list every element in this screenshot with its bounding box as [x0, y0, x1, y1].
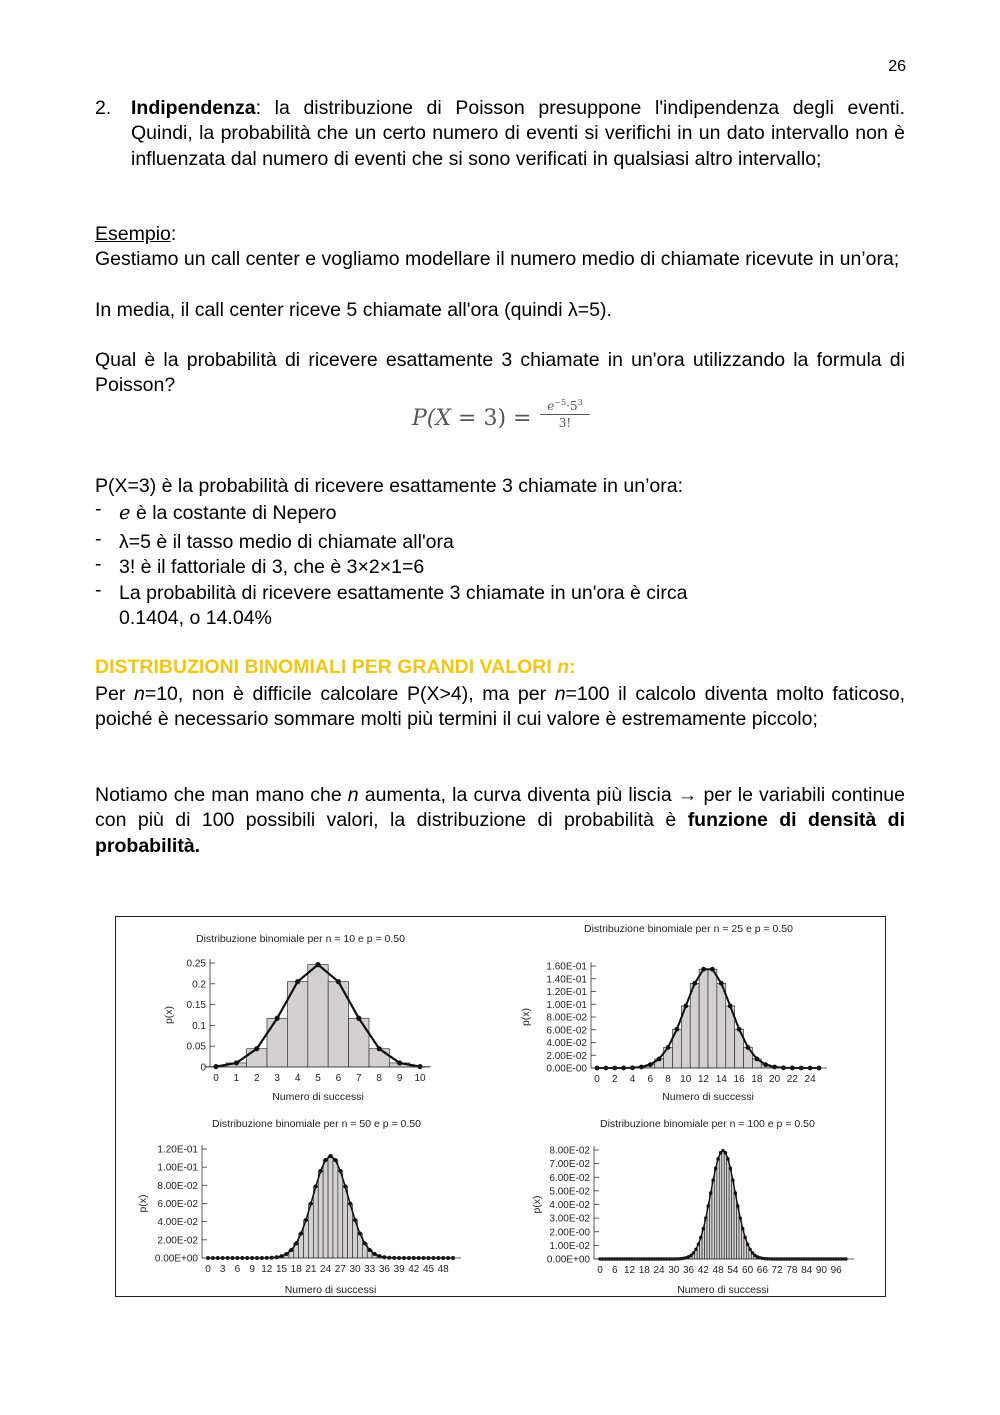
data-point	[694, 1248, 697, 1251]
x-axis-label: Numero di successi	[272, 1091, 364, 1103]
chart-title: Distribuzione binomiale per n = 50 e p = 0.50	[212, 1118, 421, 1130]
data-point	[648, 1062, 653, 1067]
bar	[708, 969, 717, 1068]
data-point	[683, 1003, 688, 1008]
data-point	[701, 967, 706, 972]
x-tick-label: 20	[769, 1074, 781, 1085]
data-point	[666, 1045, 671, 1050]
x-tick-label: 42	[408, 1264, 420, 1275]
x-tick-label: 48	[712, 1265, 724, 1276]
x-tick-label: 4	[629, 1074, 636, 1085]
chart-title: Distribuzione binomiale per n = 25 e p = 0.50	[584, 923, 793, 935]
y-tick-label: 1.60E-01	[546, 961, 587, 973]
data-point	[336, 979, 341, 984]
y-tick-label: 1.00E-02	[549, 1240, 590, 1252]
formula-e: e	[547, 399, 555, 413]
data-point	[397, 1060, 402, 1065]
y-tick-label: 2.00E-02	[546, 1050, 587, 1062]
heading-n: n	[557, 656, 570, 678]
x-tick-label: 12	[697, 1074, 710, 1085]
x-tick-label: 18	[290, 1264, 302, 1275]
x-tick-label: 12	[623, 1265, 636, 1276]
section-paragraph-1	[95, 682, 905, 733]
x-tick-label: 30	[349, 1264, 361, 1275]
data-point	[743, 1236, 746, 1239]
p1-c: =100 il calcolo diventa molto faticoso, poiché è necessario sommare molti più termini il cui valore è estremamente piccolo;	[95, 683, 906, 731]
bar	[707, 1206, 709, 1259]
example-label: Esempio	[95, 223, 171, 245]
list-number: 2.	[95, 97, 112, 119]
x-tick-label: 6	[611, 1265, 618, 1276]
example-label-line	[95, 222, 905, 247]
y-tick-label: 1.00E-01	[546, 999, 587, 1011]
data-point	[741, 1227, 744, 1230]
data-point	[710, 967, 715, 972]
data-point	[417, 1064, 422, 1069]
data-point	[289, 1248, 293, 1252]
data-point	[714, 1167, 717, 1170]
x-tick-label: 10	[680, 1074, 692, 1085]
data-point	[689, 1254, 692, 1257]
formula-numerator	[540, 398, 590, 415]
data-point	[319, 1169, 323, 1173]
x-tick-label: 90	[815, 1265, 827, 1276]
data-point	[382, 1255, 386, 1259]
data-point	[333, 1158, 337, 1162]
x-tick-label: 12	[261, 1264, 273, 1275]
data-point	[363, 1241, 367, 1245]
section-paragraph-2	[95, 783, 905, 859]
bar	[699, 969, 708, 1068]
x-tick-label: 0	[205, 1264, 211, 1275]
formula-exp2: 3	[577, 398, 583, 407]
x-tick-label: 7	[356, 1073, 362, 1084]
y-axis-label: p(x)	[531, 1195, 543, 1214]
x-tick-label: 30	[668, 1265, 680, 1276]
y-tick-label: 1.40E-01	[546, 974, 587, 986]
x-tick-label: 4	[294, 1073, 301, 1084]
explanation-intro: P(X=3) è la probabilità di ricevere esattamente 3 chiamate in un’ora:	[95, 475, 684, 497]
x-tick-label: 9	[249, 1264, 255, 1275]
x-tick-label: 2	[254, 1073, 260, 1084]
x-tick-label: 3	[274, 1073, 280, 1084]
x-tick-label: 0	[594, 1074, 600, 1085]
x-tick-label: 18	[751, 1074, 763, 1085]
bar	[737, 1206, 739, 1259]
data-point	[746, 1243, 749, 1246]
data-point	[234, 1060, 239, 1065]
x-tick-label: 24	[320, 1264, 332, 1275]
x-tick-label: 6	[647, 1074, 654, 1085]
data-point	[737, 1027, 742, 1032]
data-point	[657, 1056, 662, 1061]
x-tick-label: 9	[396, 1073, 403, 1084]
bar	[717, 1159, 719, 1259]
x-tick-label: 96	[830, 1265, 842, 1276]
bullet-item-lambda: λ=5 è il tasso medio di chiamate all'ora	[119, 531, 454, 553]
data-point	[338, 1169, 342, 1173]
data-point	[726, 1157, 729, 1160]
y-axis-label: p(x)	[137, 1194, 149, 1213]
bar	[318, 1171, 323, 1258]
nepero-text: è la costante di Nepero	[130, 502, 337, 524]
y-tick-label: 2.00E-00	[549, 1227, 590, 1239]
x-tick-label: 72	[771, 1265, 783, 1276]
data-point	[754, 1056, 759, 1061]
binomial-figure	[115, 916, 886, 1297]
data-point	[724, 1151, 727, 1154]
data-point	[324, 1158, 328, 1162]
x-tick-label: 18	[638, 1265, 650, 1276]
data-point	[254, 1046, 259, 1051]
chart-title: Distribuzione binomiale per n = 10 e p = 0.50	[196, 933, 405, 945]
bar	[727, 1159, 729, 1259]
x-tick-label: 60	[742, 1265, 754, 1276]
y-tick-label: 0.05	[186, 1041, 206, 1053]
bar	[308, 965, 328, 1067]
x-tick-label: 5	[315, 1073, 321, 1084]
y-tick-label: 0.15	[186, 1000, 206, 1012]
bullet-item-probability: La probabilità di ricevere esattamente 3 chiamate in un'ora è circa	[119, 582, 688, 604]
x-tick-label: 16	[733, 1074, 745, 1085]
bar	[734, 1193, 736, 1259]
y-tick-label: 8.00E-02	[157, 1180, 198, 1192]
bar	[690, 983, 699, 1068]
y-axis-label: p(x)	[163, 1005, 175, 1025]
formula-exp: −5	[554, 398, 567, 407]
x-tick-label: 66	[756, 1265, 768, 1276]
p1-b: =10, non è difficile calcolare P(X>4), ma per	[144, 683, 555, 705]
y-tick-label: 0.1	[192, 1020, 206, 1032]
y-tick-label: 1.00E-01	[157, 1162, 198, 1174]
y-tick-label: 0.25	[186, 958, 206, 970]
bar	[247, 1049, 267, 1067]
y-tick-label: 6.00E-02	[546, 1025, 587, 1037]
bullet-item-factorial: 3! è il fattoriale di 3, che è 3×2×1=6	[119, 556, 425, 578]
x-tick-label: 1	[233, 1073, 240, 1084]
x-axis-label: Numero di successi	[662, 1091, 754, 1103]
data-point	[299, 1231, 303, 1235]
data-point	[711, 1178, 714, 1181]
p1-n2: n	[554, 683, 566, 705]
formula-denominator: 3!	[558, 416, 572, 430]
x-tick-label: 6	[335, 1073, 342, 1084]
bar	[722, 1151, 724, 1259]
y-tick-label: 0	[200, 1062, 206, 1074]
data-point	[709, 1191, 712, 1194]
data-point	[356, 1016, 361, 1021]
nepero-symbol: e	[119, 501, 131, 524]
p2-bold: funzione di densità di probabilità.	[95, 809, 905, 857]
data-point	[368, 1248, 372, 1252]
bar	[328, 1156, 333, 1258]
x-tick-label: 36	[682, 1265, 695, 1276]
data-point	[716, 1157, 719, 1160]
data-point	[736, 1204, 739, 1207]
data-point	[284, 1252, 288, 1256]
data-point	[734, 1191, 737, 1194]
x-tick-label: 15	[275, 1264, 288, 1275]
p2-b: aumenta, la curva diventa più liscia → per le variabili continue con più di 100 possibili valori, la distribuzione di probabilità è	[95, 784, 905, 832]
data-point	[739, 1216, 742, 1219]
data-point	[275, 1016, 280, 1021]
x-tick-label: 14	[715, 1074, 727, 1085]
data-point	[353, 1218, 357, 1222]
bullet-item-probability-cont: 0.1404, o 14.04%	[119, 607, 272, 629]
x-tick-label: 0	[597, 1265, 603, 1276]
data-point	[763, 1062, 768, 1067]
data-point	[729, 1167, 732, 1170]
bar	[267, 1018, 287, 1067]
y-tick-label: 0.2	[192, 979, 206, 991]
bar	[719, 1153, 721, 1259]
bar	[714, 1168, 716, 1259]
independence-term: Indipendenza	[131, 97, 256, 119]
y-tick-label: 0.00E-00	[546, 1063, 587, 1075]
poisson-formula	[412, 398, 612, 444]
formula-p: P(X	[412, 406, 452, 431]
data-point	[692, 981, 697, 986]
formula-mid: ·5	[566, 399, 578, 413]
data-point	[728, 1003, 733, 1008]
chart-title: Distribuzione binomiale per n = 100 e p = 0.50	[600, 1118, 815, 1130]
page-number: 26	[888, 58, 906, 75]
data-point	[343, 1184, 347, 1188]
y-tick-label: 5.00E-02	[549, 1186, 590, 1198]
data-point	[373, 1252, 377, 1256]
bar	[349, 1018, 369, 1067]
bar	[712, 1180, 714, 1259]
data-point	[692, 1251, 695, 1254]
data-point	[748, 1248, 751, 1251]
y-tick-label: 2.00E-02	[157, 1235, 198, 1247]
example-colon: :	[170, 223, 177, 245]
y-tick-label: 6.00E-02	[157, 1199, 198, 1210]
bar	[732, 1180, 734, 1259]
x-tick-label: 2	[611, 1074, 618, 1085]
data-point	[280, 1254, 284, 1258]
data-point	[358, 1231, 362, 1235]
x-tick-label: 36	[378, 1264, 390, 1275]
bullet-item-nepero	[119, 500, 337, 526]
y-tick-label: 3.00E-02	[549, 1213, 590, 1225]
x-tick-label: 48	[437, 1264, 449, 1275]
data-point	[378, 1254, 382, 1258]
binomial-charts	[116, 917, 885, 1296]
bar	[323, 1160, 328, 1258]
data-point	[772, 1065, 777, 1070]
data-point	[675, 1027, 680, 1032]
x-tick-label: 21	[305, 1264, 317, 1275]
y-tick-label: 7.00E-02	[549, 1159, 590, 1171]
bullet-dash: -	[95, 498, 102, 520]
bar	[717, 983, 726, 1068]
formula-eq: = 3) =	[451, 406, 532, 431]
bar	[724, 1153, 726, 1259]
y-tick-label: 1.20E-01	[157, 1144, 198, 1156]
data-point	[751, 1251, 754, 1254]
y-tick-label: 8.00E-02	[549, 1145, 590, 1157]
x-tick-label: 27	[334, 1264, 346, 1275]
data-point	[275, 1255, 279, 1259]
data-point	[704, 1216, 707, 1219]
x-tick-label: 3	[219, 1264, 226, 1275]
bar	[333, 1160, 338, 1258]
bar	[338, 1171, 343, 1258]
x-tick-label: 42	[697, 1265, 709, 1276]
bullet-dash: -	[95, 528, 102, 550]
x-tick-label: 33	[364, 1264, 376, 1275]
x-tick-label: 22	[786, 1074, 798, 1085]
data-point	[746, 1045, 751, 1050]
data-point	[377, 1046, 382, 1051]
data-point	[697, 1243, 700, 1246]
x-tick-label: 54	[727, 1265, 739, 1276]
data-point	[295, 979, 300, 984]
data-point	[329, 1154, 333, 1158]
independence-text: : la distribuzione di Poisson presuppone l'indipendenza degli eventi. Quindi, la probabilità che un certo numero di eventi si verifichi in un dato intervallo non è influenzata dal numero di eventi che si sono verificati in qualsiasi altro intervallo;	[131, 97, 905, 170]
data-point	[294, 1241, 298, 1245]
p2-a: Notiamo che man mano che	[95, 784, 348, 806]
example-line-2: In media, il call center riceve 5 chiamate all'ora (quindi λ=5).	[95, 299, 612, 321]
data-point	[699, 1236, 702, 1239]
y-tick-label: 4.00E-02	[549, 1200, 590, 1211]
heading-text: DISTRIBUZIONI BINOMIALI PER GRANDI VALORI	[95, 656, 558, 678]
y-axis-label: p(x)	[520, 1007, 532, 1027]
data-point	[702, 1227, 705, 1230]
x-tick-label: 24	[653, 1265, 665, 1276]
y-tick-label: 4.00E-02	[546, 1038, 587, 1049]
data-point	[315, 962, 320, 967]
section-heading	[95, 656, 576, 679]
bar	[343, 1186, 348, 1258]
data-point	[304, 1218, 308, 1222]
example-line-1: Gestiamo un call center e vogliamo modellare il numero medio di chiamate ricevute in un’ora;	[95, 248, 900, 270]
y-tick-label: 6.00E-02	[549, 1172, 590, 1184]
independence-paragraph	[131, 96, 905, 172]
bar	[369, 1049, 389, 1067]
bar	[709, 1193, 711, 1259]
x-tick-label: 84	[801, 1265, 813, 1276]
x-tick-label: 0	[213, 1073, 219, 1084]
x-axis-label: Numero di successi	[284, 1284, 377, 1296]
bar	[729, 1168, 731, 1259]
data-point	[348, 1202, 352, 1206]
data-point	[719, 981, 724, 986]
data-point	[213, 1064, 218, 1069]
p2-n: n	[347, 784, 359, 806]
x-tick-label: 45	[422, 1264, 435, 1275]
x-tick-label: 39	[393, 1264, 405, 1275]
heading-colon: :	[569, 656, 576, 678]
x-tick-label: 6	[234, 1264, 241, 1275]
y-tick-label: 0.00E+00	[154, 1253, 198, 1265]
question-paragraph: Qual è la probabilità di ricevere esattamente 3 chiamate in un'ora utilizzando la formula di Poisson?	[95, 349, 905, 397]
bullet-dash: -	[95, 553, 102, 575]
data-point	[309, 1202, 313, 1206]
data-point	[731, 1178, 734, 1181]
x-tick-label: 8	[665, 1074, 671, 1085]
y-tick-label: 0.00E+00	[546, 1254, 590, 1266]
x-tick-label: 10	[414, 1073, 426, 1084]
formula-fraction	[540, 398, 590, 430]
bar	[313, 1186, 318, 1258]
bullet-dash: -	[95, 579, 102, 601]
data-point	[707, 1204, 710, 1207]
formula-lhs	[412, 406, 532, 431]
data-point	[639, 1065, 644, 1070]
x-tick-label: 78	[786, 1265, 798, 1276]
x-axis-label: Numero di successi	[677, 1284, 769, 1296]
y-tick-label: 4.00E-02	[157, 1217, 198, 1229]
y-tick-label: 8.00E-02	[546, 1012, 587, 1024]
x-tick-label: 24	[804, 1074, 816, 1085]
p1-n1: n	[133, 683, 145, 705]
p1-a: Per	[95, 683, 134, 705]
y-tick-label: 1.20E-01	[546, 987, 587, 998]
x-tick-label: 8	[376, 1073, 382, 1084]
data-point	[314, 1184, 318, 1188]
